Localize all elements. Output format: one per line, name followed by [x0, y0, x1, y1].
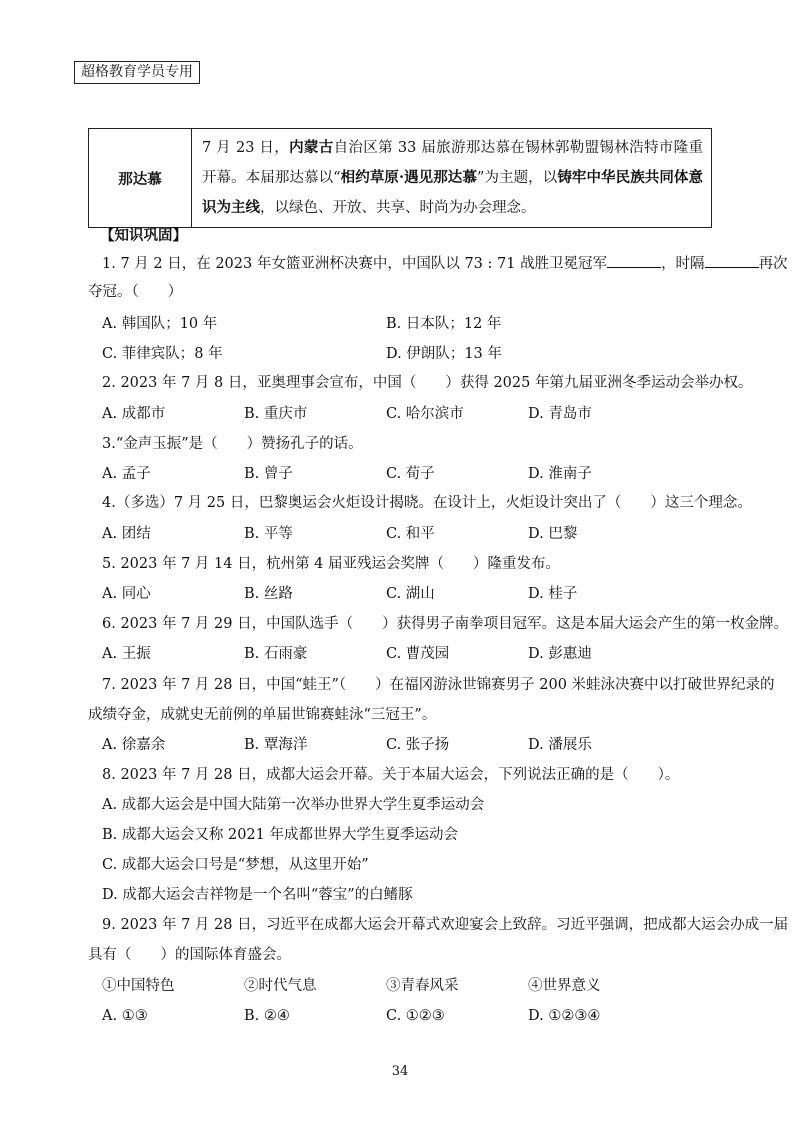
question-9-cont: 具有（ ）的国际体育盛会。: [88, 947, 291, 963]
question-2: 2. 2023 年 7 月 8 日，亚奥理事会宣布，中国（ ）获得 2025 年第九届亚洲冬季运动会举办权。: [102, 375, 753, 391]
option-b[interactable]: B. 丝路: [244, 586, 293, 602]
question-3: 3.“金声玉振”是（ ）赞扬孔子的话。: [102, 436, 363, 452]
question-6: 6. 2023 年 7 月 29 日，中国队选手（ ）获得男子南拳项目冠军。这是本届大运会产生的第一枚金牌。: [102, 616, 789, 632]
question-7-cont: 成绩夺金，成就史无前例的单届世锦赛蛙泳“三冠王”。: [88, 707, 437, 723]
option-c[interactable]: C. 菲律宾队；8 年: [102, 346, 223, 362]
option-c[interactable]: C. 成都大运会口号是“梦想，从这里开始”: [102, 857, 369, 873]
question-7: 7. 2023 年 7 月 28 日，中国“蛙王”（ ）在福冈游泳世锦赛男子 200 米蛙泳决赛中以打破世界纪录的: [102, 677, 775, 693]
option-d[interactable]: D. 淮南子: [528, 466, 592, 482]
page-number: 34: [391, 1064, 409, 1079]
header-label: 超格教育学员专用: [74, 61, 200, 84]
question-8: 8. 2023 年 7 月 28 日，成都大运会开幕。关于本届大运会，下列说法正确的是（ ）。: [102, 767, 680, 783]
answer-blank[interactable]: [705, 253, 759, 268]
question-text: 1. 7 月 2 日，在 2023 年女篮亚洲杯决赛中，中国队以 73 : 71 战胜卫冕冠军: [102, 256, 608, 272]
option-a[interactable]: A. 成都大运会是中国大陆第一次举办世界大学生夏季运动会: [102, 797, 485, 813]
question-5: 5. 2023 年 7 月 14 日，杭州第 4 届亚残运会奖牌（ ）隆重发布。: [102, 556, 561, 572]
question-4: 4.（多选）7 月 25 日，巴黎奥运会火炬设计揭晓。在设计上，火炬设计突出了（ ）这三个理念。: [102, 495, 752, 511]
option-d[interactable]: D. 青岛市: [528, 406, 592, 422]
option-d[interactable]: D. 巴黎: [528, 526, 578, 542]
desc-part: 自治区第 33 届旅游那达慕在锡林郭勒盟锡林浩特市隆重开幕。本届那达慕以“: [202, 140, 703, 186]
answer-blank[interactable]: [607, 253, 661, 268]
desc-bold: 内蒙古: [289, 139, 334, 156]
question-text: ，时隔: [661, 256, 705, 272]
option-a[interactable]: A. 孟子: [102, 466, 151, 482]
event-table: [88, 128, 712, 228]
option-a[interactable]: A. 团结: [102, 526, 151, 542]
option-b[interactable]: B. 曾子: [244, 466, 293, 482]
option-b[interactable]: B. 覃海洋: [244, 737, 308, 753]
item-3: ③青春风采: [386, 978, 459, 994]
option-a[interactable]: A. ①③: [102, 1008, 148, 1024]
item-4: ④世界意义: [528, 978, 601, 994]
option-d[interactable]: D. 成都大运会吉祥物是一个名叫“蓉宝”的白鳍豚: [102, 887, 413, 903]
option-c[interactable]: C. ①②③: [386, 1008, 445, 1024]
desc-part: ”为主题，以: [476, 170, 558, 186]
question-1: [102, 253, 788, 274]
option-c[interactable]: C. 哈尔滨市: [386, 406, 464, 422]
option-a[interactable]: A. 成都市: [102, 406, 166, 422]
option-b[interactable]: B. 石雨豪: [244, 646, 308, 662]
desc-part: ，以绿色、开放、共享、时尚为办会理念。: [260, 200, 536, 216]
option-b[interactable]: B. 日本队；12 年: [386, 316, 502, 332]
option-b[interactable]: B. 重庆市: [244, 406, 308, 422]
question-1-cont: 夺冠。（ ）: [88, 284, 183, 300]
option-c[interactable]: C. 曹茂园: [386, 646, 450, 662]
option-d[interactable]: D. 伊朗队；13 年: [386, 346, 502, 362]
option-c[interactable]: C. 和平: [386, 526, 435, 542]
option-c[interactable]: C. 张子扬: [386, 737, 450, 753]
desc-bold: 铸牢中华民族共同体意识为主线: [202, 169, 703, 216]
desc-part: 7 月 23 日，: [202, 140, 290, 156]
option-b[interactable]: B. ②④: [244, 1008, 290, 1024]
option-d[interactable]: D. ①②③④: [528, 1008, 601, 1024]
section-title: 【知识巩固】: [100, 227, 187, 244]
question-9: 9. 2023 年 7 月 28 日，习近平在成都大运会开幕式欢迎宴会上致辞。习近平强调，把成都大运会办成一届: [102, 917, 789, 933]
option-a[interactable]: A. 韩国队；10 年: [102, 316, 218, 332]
option-d[interactable]: D. 潘展乐: [528, 737, 592, 753]
option-d[interactable]: D. 桂子: [528, 586, 578, 602]
question-text: 再次: [758, 256, 788, 272]
event-description: [192, 129, 712, 228]
item-2: ②时代气息: [244, 978, 317, 994]
option-a[interactable]: A. 徐嘉余: [102, 737, 166, 753]
option-d[interactable]: D. 彭惠迪: [528, 646, 592, 662]
option-b[interactable]: B. 平等: [244, 526, 293, 542]
option-c[interactable]: C. 荀子: [386, 466, 435, 482]
desc-bold: 相约草原·遇见那达慕: [340, 169, 477, 186]
event-name: 那达慕: [89, 129, 192, 228]
item-1: ①中国特色: [102, 978, 175, 994]
option-b[interactable]: B. 成都大运会又称 2021 年成都世界大学生夏季运动会: [102, 827, 458, 843]
option-c[interactable]: C. 湖山: [386, 586, 435, 602]
option-a[interactable]: A. 同心: [102, 586, 151, 602]
option-a[interactable]: A. 王振: [102, 646, 151, 662]
